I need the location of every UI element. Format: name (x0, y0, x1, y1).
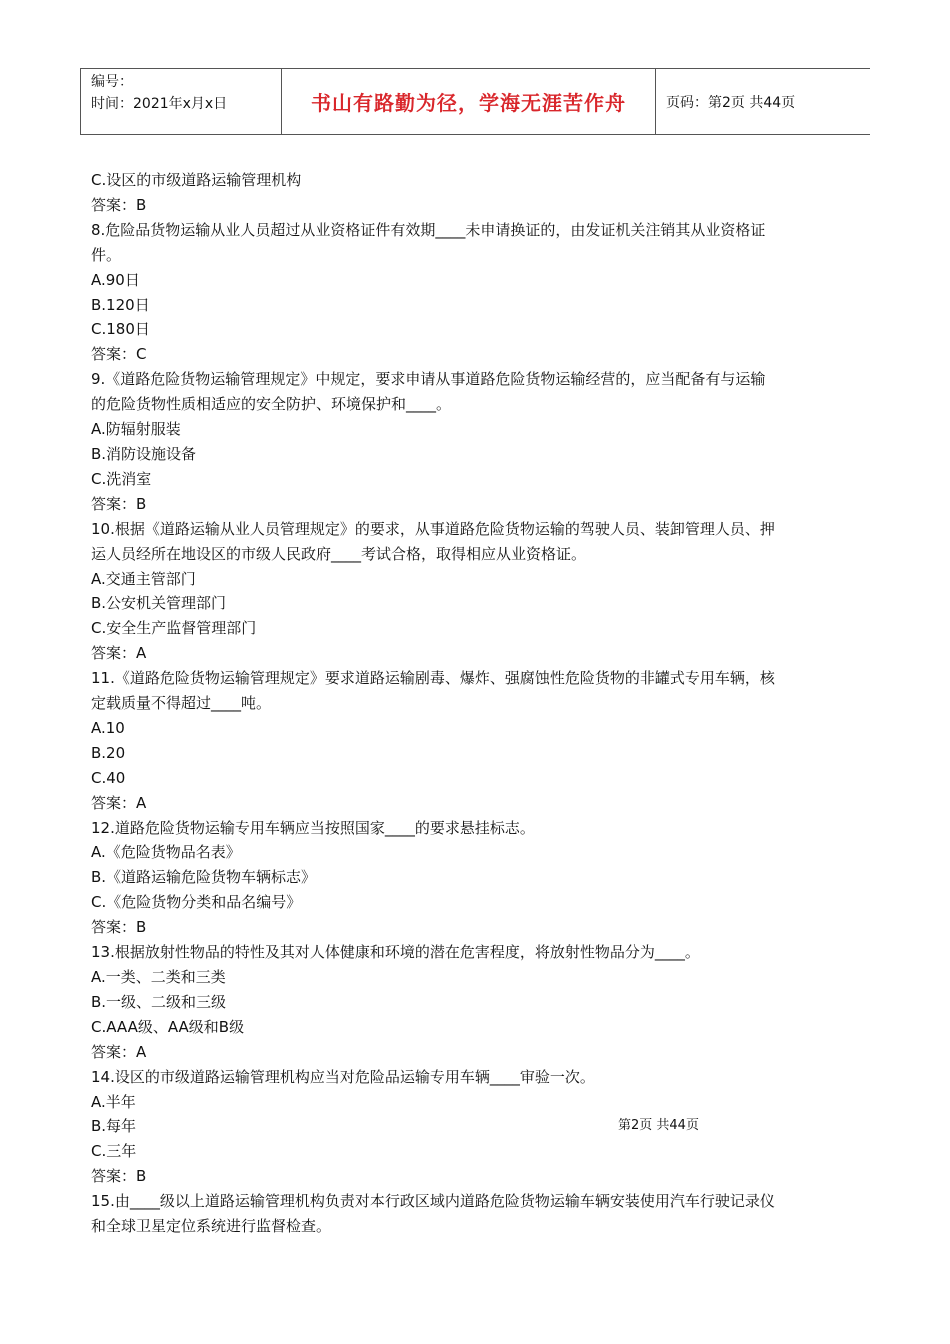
text-line: 答案：B (91, 918, 147, 937)
document-header (80, 68, 870, 135)
text-line: C.180日 (91, 320, 150, 339)
text-line: 11.《道路危险货物运输管理规定》要求道路运输剧毒、爆炸、强腐蚀性危险货物的非罐式专用车辆，核 (91, 669, 775, 688)
header-page-cell (656, 69, 870, 134)
header-page-number: 页码：第2页 共44页 (666, 94, 796, 111)
text-line: B.120日 (91, 295, 150, 314)
text-line: 的危险货物性质相适应的安全防护、环境保护和____。 (91, 395, 452, 414)
text-line: B.消防设施设备 (91, 444, 197, 463)
text-line: 定载质量不得超过____吨。 (91, 694, 272, 713)
text-line: A.半年 (91, 1092, 136, 1111)
text-line: B.每年 (91, 1117, 137, 1136)
header-meta (81, 69, 282, 134)
text-line: C.三年 (91, 1142, 137, 1161)
text-line: 14.设区的市级道路运输管理机构应当对危险品运输专用车辆____审验一次。 (91, 1067, 595, 1086)
text-line: A.90日 (91, 270, 140, 289)
text-line: C.40 (91, 768, 126, 787)
text-line: 9.《道路危险货物运输管理规定》中规定，要求申请从事道路危险货物运输经营的，应当配备有与运输 (91, 370, 766, 389)
text-line: A.一类、二类和三类 (91, 968, 226, 986)
text-line: B.《道路运输危险货物车辆标志》 (91, 868, 317, 887)
header-motto-cell (282, 69, 656, 134)
document-number-label: 编号： (91, 74, 133, 90)
text-line: C.设区的市级道路运输管理机构 (91, 171, 302, 189)
text-line: 10.根据《道路运输从业人员管理规定》的要求，从事道路危险货物运输的驾驶人员、装卸管理人员、押 (91, 519, 775, 538)
header-motto: 书山有路勤为径，学海无涯苦作舟 (311, 91, 626, 115)
text-line: C.AAA级、AA级和B级 (91, 1017, 245, 1036)
text-line: A.交通主管部门 (91, 569, 196, 588)
text-line: C.《危险货物分类和品名编号》 (91, 893, 302, 912)
text-line: 13.根据放射性物品的特性及其对人体健康和环境的潜在危害程度，将放射性物品分为____。 (91, 943, 700, 962)
text-line: 运人员经所在地设区的市级人民政府____考试合格，取得相应从业资格证。 (91, 544, 587, 563)
text-line: 答案：A (91, 644, 147, 663)
text-line: 答案：B (91, 195, 147, 214)
text-line: B.一级、二级和三级 (91, 992, 227, 1011)
text-line: 12.道路危险货物运输专用车辆应当按照国家____的要求悬挂标志。 (91, 818, 535, 837)
text-line: A.《危险货物品名表》 (91, 843, 241, 862)
text-line: 答案：A (91, 793, 147, 812)
text-line: 8.危险品货物运输从业人员超过从业资格证件有效期____未申请换证的，由发证机关注销其从业资格证 (91, 220, 766, 239)
page-footer: 第2页 共44页 (618, 1118, 699, 1133)
text-line: 答案：A (91, 1042, 147, 1061)
text-line: 答案：B (91, 1167, 147, 1186)
document-date-label: 时间：2021年x月x日 (91, 96, 228, 112)
text-line: A.10 (91, 718, 125, 737)
text-line: 15.由____级以上道路运输管理机构负责对本行政区域内道路危险货物运输车辆安装使用汽车行驶记录仪 (91, 1192, 775, 1211)
text-line: B.公安机关管理部门 (91, 594, 227, 613)
text-line: 件。 (91, 245, 122, 264)
text-line: C.洗消室 (91, 469, 152, 488)
text-line: A.防辐射服装 (91, 420, 181, 439)
document-body (91, 168, 861, 1239)
text-line: 答案：B (91, 494, 147, 513)
text-line: B.20 (91, 743, 126, 762)
text-line: 答案：C (91, 345, 147, 364)
text-line: C.安全生产监督管理部门 (91, 619, 257, 638)
text-line: 和全球卫星定位系统进行监督检查。 (91, 1217, 332, 1236)
